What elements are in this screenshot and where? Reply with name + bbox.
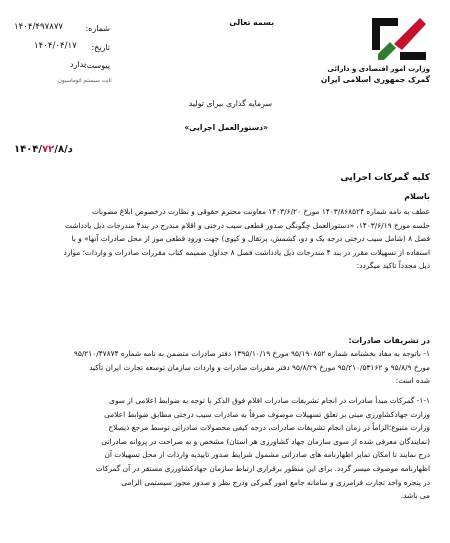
item-1-line: شده است: bbox=[395, 376, 430, 386]
document-topic: سرمایه گذاری بیرای تولید bbox=[188, 99, 272, 108]
item-1 bbox=[18, 347, 430, 388]
intro-line: استفاده از تسهیلات مقرر در بند ۴ مندرجات ذیل یادداشت فصل ۸ جداول ضمیمه کتاب مقررات صادرات و واردات؛ موارد bbox=[63, 247, 430, 257]
item-1-1-line: (نمایندگان معرفی شده از سوی سازمان جهاد کشاورزی هر استان) مشخص و به صراحت در پروانه صادراتی bbox=[101, 436, 430, 446]
item-1-1-line: درج نمایند تا امکان تمایز اظهارنامه های صادراتی مشمول شرایط صدور تاییدیه واردات از محل تسهیلات آن bbox=[104, 450, 430, 460]
customs-logo bbox=[368, 16, 430, 62]
item-1-line: ۱- باتوجه به مفاد بخشنامه شماره ۹۵/۱۹۰۸۵۲ مورخ ۱۳۹۵/۱۰/۱۹ دفتر صادرات متضمن به نامه شماره ۹۵/۲۱۰/۴۷۸۷۴ bbox=[73, 349, 430, 358]
item-1-1-line: اظهارنامه موصوف میسر گردد. برای این منظور برقراری ارتباط سازمان جهادکشاورزی مستقر در آن گمرکات bbox=[95, 463, 430, 473]
attachment-row bbox=[20, 61, 110, 70]
attachment-value: ندارد bbox=[70, 60, 87, 69]
item-1-1-line: در پنجره واحد تجارت فرامرزی و سامانه جامع امور گمرکی ودرج نظر و صدور مجوز سیستمی الزامی bbox=[121, 477, 430, 487]
customs-name: گمرک جمهوری اسلامی ایران bbox=[320, 75, 430, 84]
intro-line: ذیل مجدداً تاکید میگردد: bbox=[356, 261, 430, 271]
item-1-1-line: می باشد. bbox=[400, 491, 430, 501]
circular-number bbox=[14, 145, 73, 155]
letter-number-value: ۱۴۰۴/۴۹۷۸۷۷ bbox=[14, 22, 64, 32]
letter-date-value: ۱۴۰۴/۰۴/۱۷ bbox=[34, 41, 77, 51]
order-type: «دستورالعمل اجرایی» bbox=[184, 123, 268, 132]
intro-paragraph bbox=[18, 205, 430, 273]
letter-number-label: شماره: bbox=[85, 24, 110, 33]
item-1-1-line: وزارت جهادکشاورزی مبنی بر تعلق تسهیلات موصوف صرفاً به صادرات سیب درختی مطابق ضوابط اعلامی bbox=[104, 409, 430, 419]
bismillah: بسمه تعالی bbox=[229, 18, 274, 27]
customs-emblem-icon bbox=[368, 16, 430, 62]
intro-line: عطف به نامه شماره ۱۴۰۳/۸۶۸۵۲۴ مورخ ۱۴۰۳/۶/۲۰ معاونت محترم حقوقی و نظارت درخصوص ابلاغ مصوبات bbox=[91, 207, 430, 216]
addressee: کلیه گمرکات اجرایی bbox=[340, 173, 430, 183]
item-1-1 bbox=[18, 394, 430, 503]
section-title: در تشریفات صادرات: bbox=[348, 336, 430, 345]
letter-date-label: تاریخ: bbox=[91, 43, 110, 52]
intro-line: جلسه مورخ ۱۴۰۳/۶/۱۹، «دستورالعمل چگونگی صدور قطعی سیب درختی و اقلام مندرج در بند۴ مندرجات ذیل یادداشت bbox=[64, 220, 430, 230]
ministry-name: وزارت امور اقتصادی و دارائی bbox=[327, 65, 430, 73]
attachment-label: پیوست: bbox=[83, 61, 110, 70]
item-1-1-line: وزارت متبوع؛الزاماً در زمان انجام تشریفات صادرات، درجه کیفی محصولات صادراتی توسط مرجع ذیصلاح bbox=[108, 423, 430, 433]
item-1-1-line: ۱-۱- گمرکات مبدأ صادرات در انجام تشریفات صادرات اقلام فوق الذکر با توجه به ضوابط اعلامی از سوی bbox=[109, 396, 430, 405]
intro-line: فصل ۸ (شامل سیب درختی درجه یک و دو، کشمش، پرتقال و کیوی) جهت ورود قطعی موز از محل صادرات آنها» و با bbox=[71, 234, 430, 244]
system-note: ثابت سیستم اتوماسیون bbox=[58, 78, 112, 84]
item-1-line: مورخ ۹۵/۸/۹ و ۹۵/۲۱۰/۵۳۱۶۲ مورخ ۹۵/۸/۲۹ دفتر مقررات صادرات و واردات سازمان توسعه تجارت ایران تأکید bbox=[89, 362, 430, 372]
greeting: باسلام bbox=[404, 192, 430, 201]
circular-number-text: د/۱۴۰۴/۷۲/۸ bbox=[14, 144, 73, 155]
